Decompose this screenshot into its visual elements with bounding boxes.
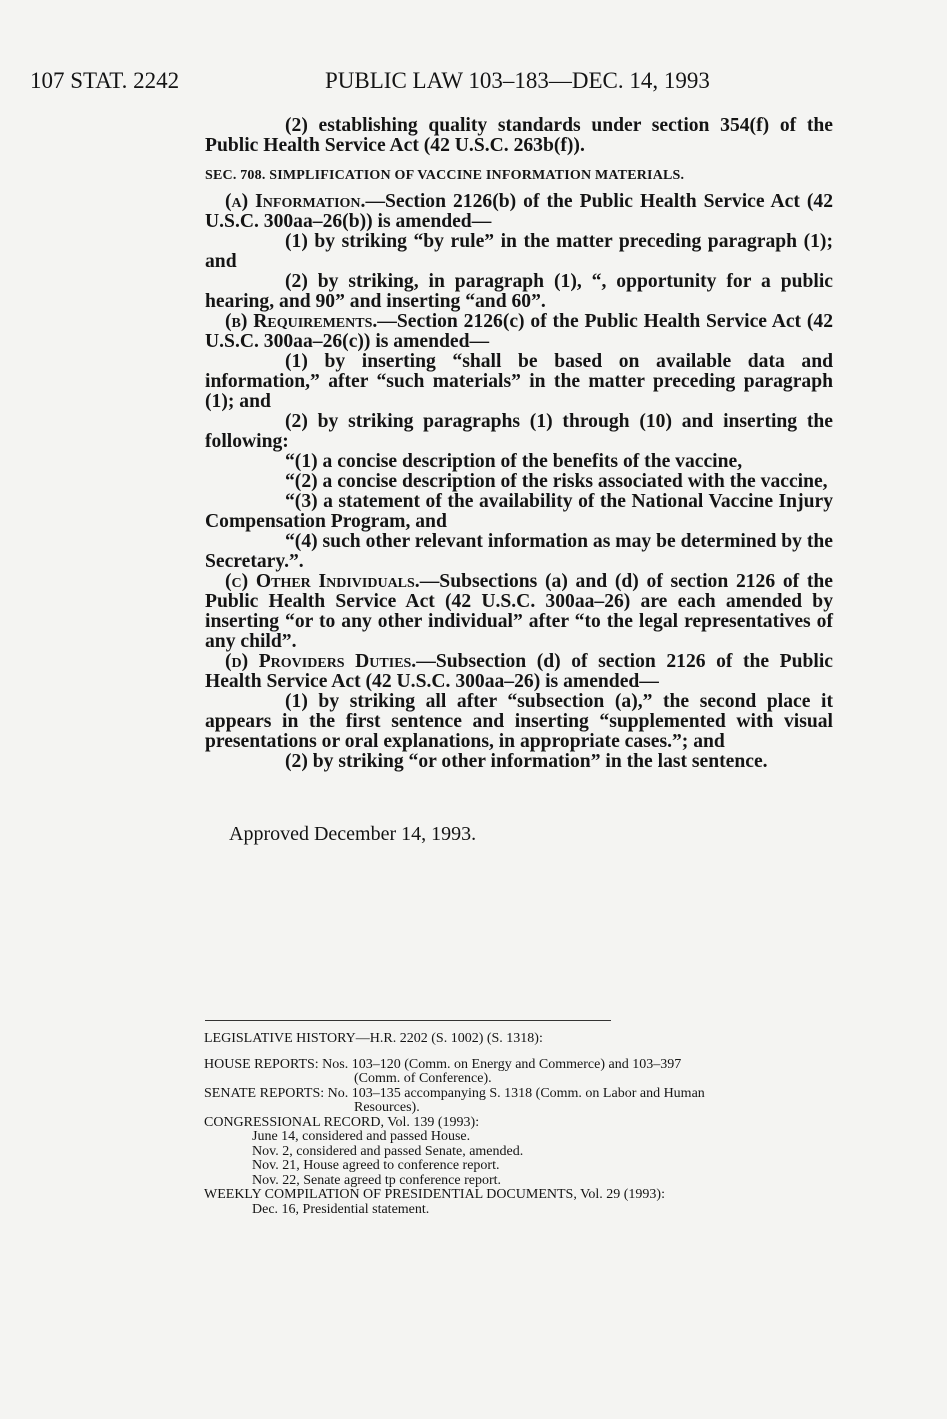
statute-page-number: 107 STAT. 2242 xyxy=(30,68,180,93)
subsection-b xyxy=(205,312,833,352)
subsection-text: —Section 2126(b) of the Public Health Service Act (42 U.S.C. 300aa–26(b)) is amended— xyxy=(205,191,833,232)
subsection-label: (d) Providers Duties. xyxy=(225,651,417,672)
history-line: June 14, considered and passed House. xyxy=(252,1129,471,1144)
quoted-paragraph: “(3) a statement of the availability of the National Vaccine Injury Compensation Program, and xyxy=(205,491,833,532)
subsection-label: (a) Information. xyxy=(225,191,366,212)
approval-date: Approved December 14, 1993. xyxy=(229,823,477,845)
history-title: LEGISLATIVE HISTORY—H.R. 2202 (S. 1002) (S. 1318): xyxy=(204,1031,543,1046)
divider xyxy=(205,1020,611,1021)
quoted-paragraph: “(1) a concise description of the benefits of the vaccine, xyxy=(285,451,743,472)
history-line: Nov. 2, considered and passed Senate, amended. xyxy=(252,1143,524,1159)
quoted-paragraph: “(2) a concise description of the risks associated with the vaccine, xyxy=(285,471,828,492)
subsection-label: (c) Other Individuals. xyxy=(225,571,420,592)
history-line: CONGRESSIONAL RECORD, Vol. 139 (1993): xyxy=(204,1114,480,1130)
history-line: (Comm. of Conference). xyxy=(354,1071,492,1086)
paragraph: (1) by inserting “shall be based on available data and information,” after “such materials” in the matter preceding paragraph (1); and xyxy=(205,351,833,412)
paragraph: (1) by striking all after “subsection (a),” the second place it appears in the first sentence and inserting “supplemented with visual presentations or oral explanations, in appropriate cases.”; and xyxy=(205,691,833,752)
legislative-history xyxy=(204,1032,844,1217)
paragraph: (1) by striking “by rule” in the matter preceding paragraph (1); and xyxy=(205,231,833,272)
history-line: Dec. 16, Presidential statement. xyxy=(252,1201,430,1217)
law-text xyxy=(205,116,833,772)
history-line: Nov. 22, Senate agreed tp conference report. xyxy=(252,1172,502,1188)
history-line: Nov. 21, House agreed to conference report. xyxy=(252,1158,500,1173)
subsection-label: (b) Requirements. xyxy=(225,311,378,332)
history-line: HOUSE REPORTS: Nos. 103–120 (Comm. on Energy and Commerce) and 103–397 xyxy=(204,1056,682,1072)
paragraph: (2) establishing quality standards under section 354(f) of the Public Health Service Act (42 U.S.C. 263b(f)). xyxy=(205,115,833,156)
subsection-text: —Subsections (a) and (d) of section 2126 of the Public Health Service Act (42 U.S.C. 300aa–26) are each amended by inserting “or to any other individual” after “to the legal representatives of any child”. xyxy=(205,571,833,652)
history-line: WEEKLY COMPILATION OF PRESIDENTIAL DOCUMENTS, Vol. 29 (1993): xyxy=(204,1187,665,1202)
paragraph: (2) by striking paragraphs (1) through (10) and inserting the following: xyxy=(205,411,833,452)
quoted-paragraph: “(4) such other relevant information as may be determined by the Secretary.”. xyxy=(205,531,833,572)
section-heading: SEC. 708. SIMPLIFICATION OF VACCINE INFORMATION MATERIALS. xyxy=(205,168,685,183)
public-law-title: PUBLIC LAW 103–183—DEC. 14, 1993 xyxy=(325,68,710,93)
paragraph: (2) by striking “or other information” in the last sentence. xyxy=(285,751,768,772)
subsection-a xyxy=(205,192,833,232)
history-line: Resources). xyxy=(354,1100,420,1115)
subsection-text: —Section 2126(c) of the Public Health Service Act (42 U.S.C. 300aa–26(c)) is amended— xyxy=(205,311,834,352)
subsection-d xyxy=(205,652,833,692)
history-line: SENATE REPORTS: No. 103–135 accompanying S. 1318 (Comm. on Labor and Human xyxy=(204,1085,705,1101)
subsection-text: —Subsection (d) of section 2126 of the Public Health Service Act (42 U.S.C. 300aa–26) is amended— xyxy=(205,651,833,692)
subsection-c xyxy=(205,572,833,652)
paragraph: (2) by striking, in paragraph (1), “, opportunity for a public hearing, and 90” and inserting “and 60”. xyxy=(205,271,833,312)
